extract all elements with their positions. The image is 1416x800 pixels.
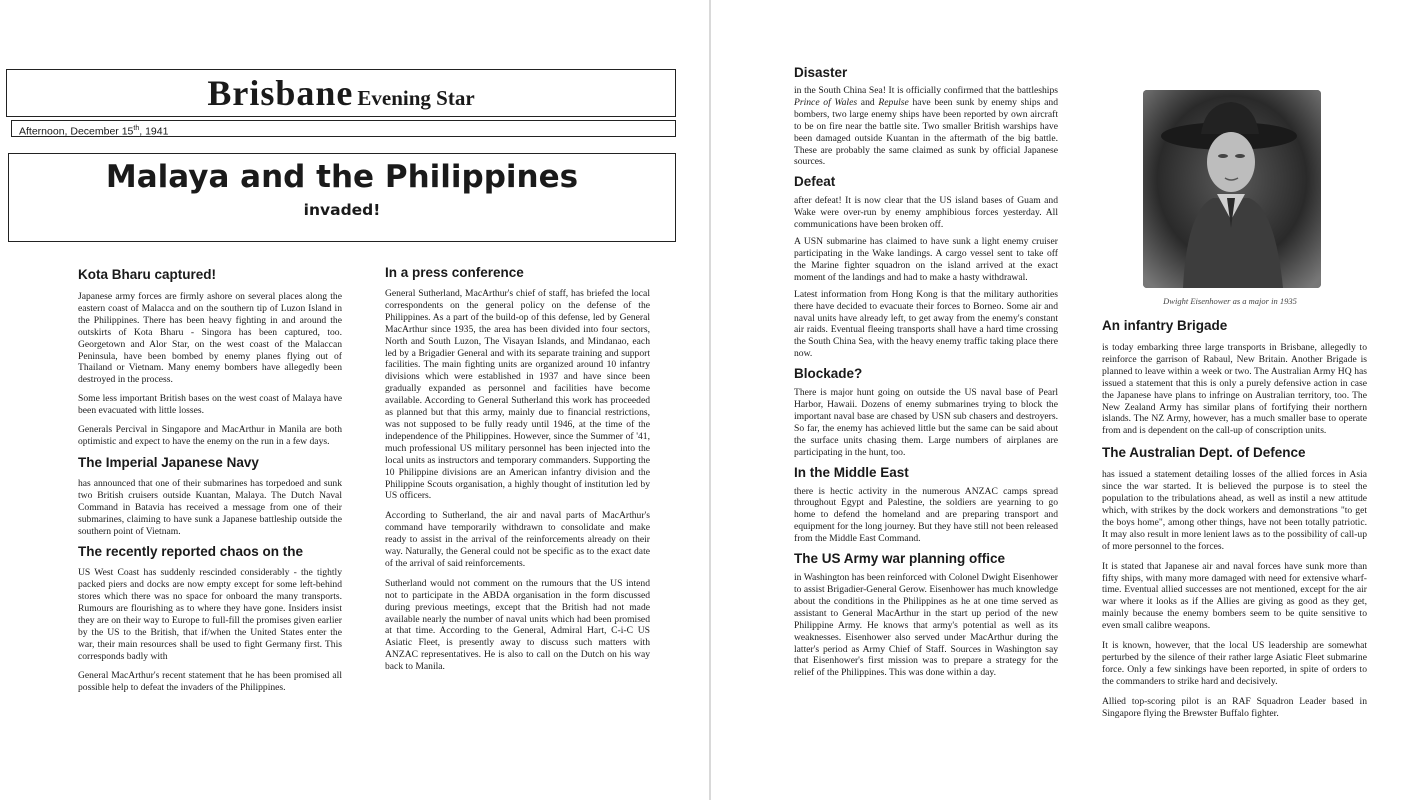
- article-paragraph: Sutherland would not comment on the rumours that the US intend not to participate in the ABDA organisation in the form discussed during previous meetings, except that the British had not made available nearly the number of naval units which had been promised at that time. According to the General, Admiral Hart, C-i-C US Asiatic Fleet, is presently away to discuss such matters with ANZAC representatives. He is also to call on the Dutch on his way back to Manila.: [385, 577, 650, 673]
- headline-box: [8, 153, 676, 242]
- column-4: [1102, 317, 1367, 719]
- article-heading: The recently reported chaos on the: [78, 544, 304, 560]
- article-heading: In the Middle East: [794, 464, 909, 480]
- article-heading: The Australian Dept. of Defence: [1102, 445, 1306, 461]
- article-heading: In a press conference: [385, 265, 524, 280]
- article-paragraph: It is stated that Japanese air and naval forces have sunk more than fifty ships, with many more damaged with need for extensive wharf-time. Eventual allied successes are not mentioned, except for the air war where it looks as if the Allies are giving as good as they get, mainly because the enemy bombers seem to be quite sensitive to even small calibre weapons.: [1102, 560, 1367, 632]
- dateline-ordinal: th: [133, 125, 140, 132]
- eisenhower-photo: [1143, 90, 1321, 288]
- column-2: [385, 264, 650, 673]
- article-paragraph: A USN submarine has claimed to have sunk a light enemy cruiser participating in the Wake landings. A cargo vessel sent to take off the Marine fighter squadron on the island arrived at the exact moment of the landings and had to make a hasty withdrawal.: [794, 236, 1058, 283]
- headline: Malaya and the Philippines: [105, 159, 579, 195]
- article-paragraph: is today embarking three large transports in Brisbane, allegedly to reinforce the garrison of Rabaul, New Britain. Another Brigade is planned to leave within a week or two. The Australian Army HQ has issued a statement that this is only a purely defensive action in case the Japanese have plans to infringe on Australian territory, too. The New Zealand Army has similar plans of fortifying their northern islands. The NZ Army, however, has a much smaller base to operate from and is dependent on the call-up of conscription units.: [1102, 342, 1367, 437]
- article-paragraph: It is known, however, that the local US leadership are somewhat perturbed by the silence of their rather large Asiatic Fleet submarine force. Only a few sinkings have been reported, in spite of orders to the commanders to strike hard and decisively.: [1102, 640, 1367, 687]
- article-paragraph: after defeat! It is now clear that the US island bases of Guam and Wake were over-run by enemy amphibious forces yesterday. All communications have been broken off.: [794, 195, 1058, 231]
- article-paragraph: There is major hunt going on outside the US naval base of Pearl Harbor, Hawaii. Dozens of enemy submarines trying to block the important naval base are chased by USN sub chasers and destroyers. So far, the enemy has achieved little but the same can be said about the surface units chasing them. Large numbers of airplanes are participating in the hunt, too.: [794, 387, 1058, 458]
- article-paragraph: Japanese army forces are firmly ashore on several places along the eastern coast of Malacca and on the southern tip of Luzon Island in the Philippines. There has been heavy fighting in and around the outskirts of Kota Bharu - Singora has been captured, too. Georgetown and Alor Star, on the west coast of the Malaccan Peninsula, have been bombed by enemy planes flying out of Thailand or Vietnam. Many enemy bombers have allegedly been destroyed in the process.: [78, 291, 342, 386]
- article-heading: Blockade?: [794, 366, 863, 382]
- article-paragraph: General Sutherland, MacArthur's chief of staff, has briefed the local correspondents on the general policy on the defense of the Philippines. As a part of the build-op of this defense, led by General MacArthur since 1935, the area has been divided into four sectors, North and South Luzon, The Visayan Islands, and Mindanao, each led by a Brigadier General and with its separate training and support facilities. The main fighting units are organized around 10 infantry divisions which were established in 1937 and have since been gradually expanded as personnel and facilities have become available. According to General Sutherland this work has proceeded as planned but that this army, mainly due to financial restrictions, was not supposed to be fully ready until 1946, at the time of the independence of the Philippines. However, since the Summer of '41, much professional US military personnel has been injected into the local units as instructors and temporary commanders. Supporting the 10 Philippine divisions are an American infantry division and the Philippine Scouts organisation, a highly thought of institution led by US officers.: [385, 288, 650, 502]
- article-heading: Defeat: [794, 174, 836, 190]
- article-paragraph: According to Sutherland, the air and naval parts of MacArthur's command have temporarily withdrawn to consolidate and make ready to assist in the arrival of the reinforcements already on their way. Naturally, the General could not be specific as to the exact date of the arrival of said reinforcements.: [385, 510, 650, 569]
- article-heading: Kota Bharu captured!: [78, 267, 217, 282]
- article-paragraph: in the South China Sea! It is officially confirmed that the battleships Prince of Wales and Repulse have been sunk by enemy ships and bombers, two large enemy ships have been reported by own aircraft to be on fire near the battle site. Two smaller British warships have been damaged outside Kuantan in the aftermath of the big battle. These are probably the same claimed as sunk by official Japanese sources.: [794, 85, 1058, 168]
- article-paragraph: has issued a statement detailing losses of the allied forces in Asia since the war started. It is believed the purpose is to steel the population to the tribulations ahead, as well as instil a new attitude which, with strikes by the dock workers and demonstrations "to get the boys home", among other things, have not been totally patriotic. It may also result in more lenient laws as to the possibility of call-up of more personnel to the forces.: [1102, 469, 1367, 552]
- article-paragraph: Generals Percival in Singapore and MacArthur in Manila are both optimistic and expect to have the enemy on the run in a few days.: [78, 424, 342, 447]
- column-1: [78, 266, 342, 693]
- headline-sub: invaded!: [303, 201, 381, 219]
- article-paragraph: Some less important British bases on the west coast of Malaya have been evacuated with little losses.: [78, 393, 342, 417]
- dateline-text: Afternoon, December 15: [19, 125, 134, 138]
- article-paragraph: in Washington has been reinforced with Colonel Dwight Eisenhower to assist Brigadier-General Gerow. Eisenhower has much knowledge about the conditions in the Philippines as he at one time served as assistant to General MacArthur in the start up period of the new Philippine Army. He knows that army's potential as well as its weaknesses. Eisenhower also served under MacArthur during the latter's period as Army Chief of Staff. Sources in Washington say that Eisenhower's first mission was to prepare a strategy for the relief of the Philippines. This was done within a day.: [794, 572, 1059, 679]
- column-3: [794, 64, 1058, 679]
- article-heading: The US Army war planning office: [794, 551, 1006, 567]
- masthead-subtitle: Evening Star: [357, 86, 475, 110]
- article-heading: The Imperial Japanese Navy: [78, 454, 259, 470]
- masthead-title: Brisbane: [207, 73, 354, 113]
- masthead: [6, 69, 676, 117]
- article-paragraph: Allied top-scoring pilot is an RAF Squadron Leader based in Singapore flying the Brewster Buffalo fighter.: [1102, 695, 1367, 719]
- article-paragraph: General MacArthur's recent statement that he has been promised all possible help to defeat the invaders of the Philippines.: [78, 669, 342, 693]
- photo-caption: Dwight Eisenhower as a major in 1935: [1163, 296, 1297, 306]
- page-divider: [709, 0, 711, 800]
- article-paragraph: there is hectic activity in the numerous ANZAC camps spread throughout Egypt and Palestine, the soldiers are yearning to go home to defend the homeland and are preparing transport and equipment for the long journey. But they have still not been released from the Middle East Command.: [794, 485, 1058, 545]
- article-heading: An infantry Brigade: [1102, 318, 1228, 333]
- dateline-year: , 1941: [139, 125, 169, 138]
- article-paragraph: has announced that one of their submarines has torpedoed and sunk two British cruisers outside Kuantan, Malaya. The Dutch Naval Command in Batavia has received a message from one of their submarines, claiming to have sunk a Japanese battleship outside the southern point of Vietnam.: [78, 477, 342, 537]
- article-heading: Disaster: [794, 65, 848, 80]
- article-paragraph: US West Coast has suddenly rescinded considerably - the tightly packed piers and docks are now empty except for some left-behind stores which there was no space for onboard the many transports. Rumours are flourishing as to where they have gone. Insiders insist they are on their way to Europe to full-fill the promises given earlier by the US to the British, that if/when the United States enter the war, their main resources shall be used to fight Germany first. This corresponds badly with: [78, 567, 342, 662]
- dateline: [11, 120, 676, 137]
- article-paragraph: Latest information from Hong Kong is that the military authorities there have decided to evacuate their forces to Borneo. Some air and naval units have already left, to get away from the enemy's constant air raids. Eventual fleeing transports shall have a hard time crossing the South China Sea, with the heavy enemy traffic taking place there now.: [794, 288, 1058, 360]
